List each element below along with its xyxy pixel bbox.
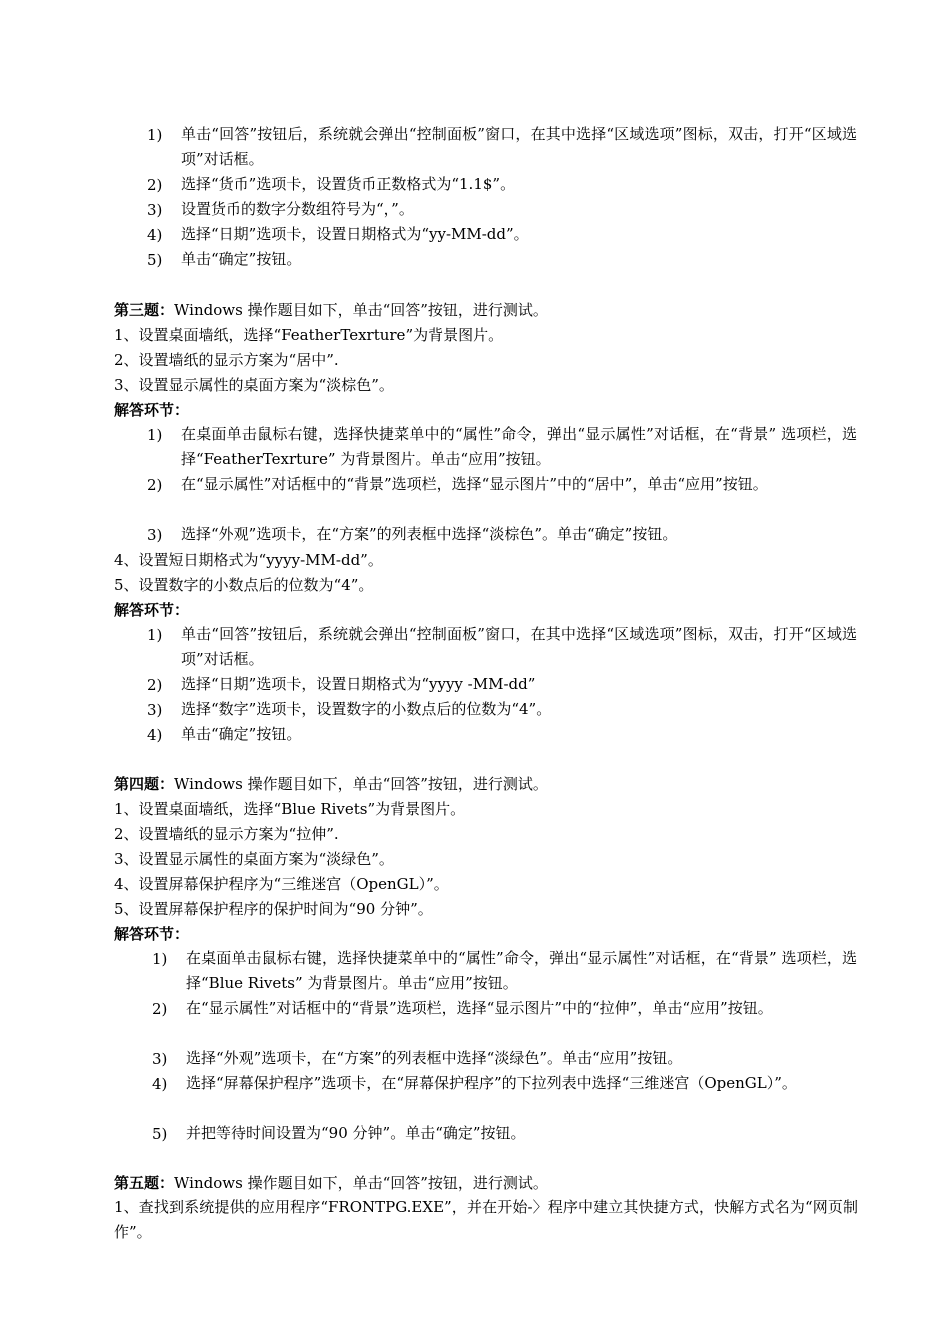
task-line: 3、设置显示属性的桌面方案为“淡绿色”。 xyxy=(114,850,394,868)
question-label: 第四题： xyxy=(114,775,175,793)
question-intro: Windows 操作题目如下，单击“回答”按钮，进行测试。 xyxy=(174,1174,548,1192)
step-text: 在“显示属性”对话框中的“背景”选项栏，选择“显示图片”中的“居中”，单击“应用”按钮。 xyxy=(181,475,768,493)
step-number: 1) xyxy=(152,950,168,968)
step-number: 3) xyxy=(147,201,163,219)
question-heading xyxy=(114,299,548,321)
task-line: 5、设置屏幕保护程序的保护时间为“90 分钟”。 xyxy=(114,900,433,918)
step-text: 在“显示属性”对话框中的“背景”选项栏，选择“显示图片”中的“拉伸”，单击“应用”按钮。 xyxy=(186,999,773,1017)
answer-heading: 解答环节： xyxy=(114,601,190,619)
question-label: 第三题： xyxy=(114,301,175,319)
question-heading xyxy=(114,773,548,795)
step-text: 选择“外观”选项卡，在“方案”的列表框中选择“淡棕色”。单击“确定”按钮。 xyxy=(181,525,678,543)
step-text: 选择“外观”选项卡，在“方案”的列表框中选择“淡绿色”。单击“应用”按钮。 xyxy=(186,1049,683,1067)
step-text: 单击“回答”按钮后，系统就会弹出“控制面板”窗口，在其中选择“区域选项”图标，双击，打开“区域选项”对话框。 xyxy=(181,125,857,168)
step-text: 在桌面单击鼠标右键，选择快捷菜单中的“属性”命令，弹出“显示属性”对话框，在“背景” 选项栏，选择“Blue Rivets” 为背景图片。单击“应用”按钮。 xyxy=(186,949,857,992)
step-text: 选择“货币”选项卡，设置货币正数格式为“1.1$”。 xyxy=(181,175,516,193)
question-intro: Windows 操作题目如下，单击“回答”按钮，进行测试。 xyxy=(174,775,548,793)
step-number: 2) xyxy=(147,476,163,494)
step-text: 选择“数字”选项卡，设置数字的小数点后的位数为“4”。 xyxy=(181,700,552,718)
step-text: 单击“确定”按钮。 xyxy=(181,725,302,743)
question-label: 第五题： xyxy=(114,1174,175,1192)
task-line: 1、设置桌面墙纸，选择“FeatherTexrture”为背景图片。 xyxy=(114,326,504,344)
step-number: 3) xyxy=(147,526,163,544)
step-text: 单击“确定”按钮。 xyxy=(181,250,302,268)
step-text: 在桌面单击鼠标右键，选择快捷菜单中的“属性”命令，弹出“显示属性”对话框，在“背景” 选项栏，选择“FeatherTexrture” 为背景图片。单击“应用”按钮。 xyxy=(181,425,857,468)
task-line: 4、设置短日期格式为“yyyy-MM-dd”。 xyxy=(114,551,383,569)
answer-heading: 解答环节： xyxy=(114,925,190,943)
step-number: 3) xyxy=(152,1050,168,1068)
step-text: 选择“日期”选项卡，设置日期格式为“yyyy -MM-dd” xyxy=(181,675,536,693)
task-line: 5、设置数字的小数点后的位数为“4”。 xyxy=(114,576,374,594)
task-line: 2、设置墙纸的显示方案为“拉伸”. xyxy=(114,825,339,843)
step-text: 设置货币的数字分数组符号为“，”。 xyxy=(181,200,414,218)
step-number: 2) xyxy=(147,676,163,694)
task-line: 2、设置墙纸的显示方案为“居中”. xyxy=(114,351,339,369)
step-number: 3) xyxy=(147,701,163,719)
question-intro: Windows 操作题目如下，单击“回答”按钮，进行测试。 xyxy=(174,301,548,319)
step-number: 2) xyxy=(147,176,163,194)
task-line: 3、设置显示属性的桌面方案为“淡棕色”。 xyxy=(114,376,394,394)
question-heading xyxy=(114,1172,548,1194)
step-number: 4) xyxy=(147,726,163,744)
task-line: 4、设置屏幕保护程序为“三维迷宫（OpenGL）”。 xyxy=(114,875,449,893)
step-number: 5) xyxy=(147,251,163,269)
task-line: 1、查找到系统提供的应用程序“FRONTPG.EXE”，并在开始-〉程序中建立其快捷方式，快解方式名为“网页制作”。 xyxy=(114,1198,858,1241)
task-line: 1、设置桌面墙纸，选择“Blue Rivets”为背景图片。 xyxy=(114,800,466,818)
step-number: 4) xyxy=(147,226,163,244)
step-text: 选择“屏幕保护程序”选项卡，在“屏幕保护程序”的下拉列表中选择“三维迷宫（OpenGL）”。 xyxy=(186,1074,797,1092)
step-number: 1) xyxy=(147,126,163,144)
step-number: 5) xyxy=(152,1125,168,1143)
step-number: 4) xyxy=(152,1075,168,1093)
step-number: 1) xyxy=(147,626,163,644)
step-text: 选择“日期”选项卡，设置日期格式为“yy-MM-dd”。 xyxy=(181,225,529,243)
answer-heading: 解答环节： xyxy=(114,401,190,419)
step-text: 单击“回答”按钮后，系统就会弹出“控制面板”窗口，在其中选择“区域选项”图标，双击，打开“区域选项”对话框。 xyxy=(181,625,857,668)
step-text: 并把等待时间设置为“90 分钟”。单击“确定”按钮。 xyxy=(186,1124,526,1142)
step-number: 1) xyxy=(147,426,163,444)
step-number: 2) xyxy=(152,1000,168,1018)
